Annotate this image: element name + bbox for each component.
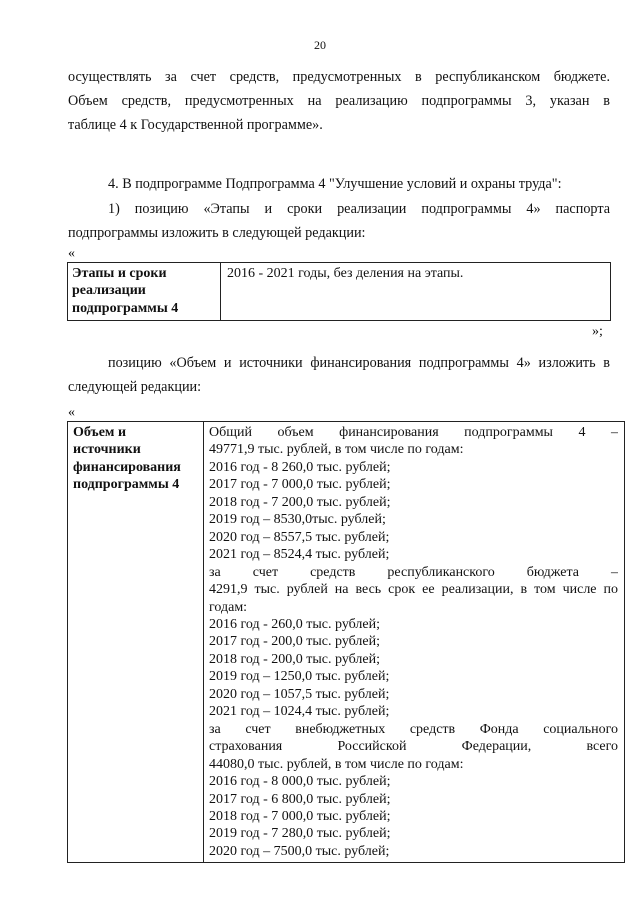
financing-line: 4291,9 тыс. рублей на весь срок ее реализации, в том числе по (209, 582, 618, 598)
financing-line-year: 2020 год – 1057,5 тыс. рублей; (209, 686, 390, 702)
stages-value-cell (221, 263, 611, 321)
financing-value-cell (204, 422, 625, 863)
financing-line-year: 2016 год - 260,0 тыс. рублей; (209, 616, 381, 632)
stages-label-line: реализации (72, 283, 146, 299)
stages-row (68, 263, 611, 321)
stages-table (67, 262, 611, 321)
financing-line-year: 2017 год - 6 800,0 тыс. рублей; (209, 791, 391, 807)
financing-label-line: источники (73, 442, 141, 458)
financing-line-year: 2020 год – 8557,5 тыс. рублей; (209, 529, 390, 545)
financing-line-year: 2019 год – 1250,0 тыс. рублей; (209, 669, 390, 685)
financing-line-year: 2019 год - 7 280,0 тыс. рублей; (209, 826, 391, 842)
financing-line-year: 2018 год - 200,0 тыс. рублей; (209, 651, 381, 667)
financing-table (67, 421, 625, 863)
item1-line-1: 1) позицию «Этапы и сроки реализации подпрограммы 4» паспорта (108, 201, 610, 217)
open-quote-1: « (68, 246, 75, 261)
page-number: 20 (314, 38, 326, 52)
financing-line-year: 2016 год - 8 260,0 тыс. рублей; (209, 459, 391, 475)
financing-line: годам: (209, 599, 248, 615)
financing-label-line: Объем и (73, 425, 127, 440)
para2-line-1: позицию «Объем и источники финансирования подпрограммы 4» изложить в (108, 355, 610, 371)
financing-label-line: подпрограммы 4 (73, 477, 180, 493)
financing-line-year: 2021 год – 8524,4 тыс. рублей; (209, 547, 390, 563)
financing-line-year: 2017 год - 200,0 тыс. рублей; (209, 634, 381, 650)
intro-line-1: осуществлять за счет средств, предусмотренных в республиканском бюджете. (68, 69, 610, 85)
stages-label-line: Этапы и сроки (72, 266, 167, 281)
financing-line-year: 2016 год - 8 000,0 тыс. рублей; (209, 774, 391, 790)
financing-line-year: 2018 год - 7 200,0 тыс. рублей; (209, 494, 391, 510)
para2-line-2: следующей редакции: (68, 379, 202, 395)
financing-line: 44080,0 тыс. рублей, в том числе по годам: (209, 756, 464, 772)
financing-row (68, 422, 625, 863)
financing-line-total: Общий объем финансирования подпрограммы 4 – (209, 425, 618, 440)
financing-line: 49771,9 тыс. рублей, в том числе по годам: (209, 442, 464, 458)
financing-line-year: 2021 год – 1024,4 тыс. рублей; (209, 704, 390, 720)
section-heading: 4. В подпрограмме Подпрограмма 4 "Улучшение условий и охраны труда": (108, 176, 562, 192)
close-quote-1: »; (592, 324, 603, 339)
financing-line-year: 2017 год - 7 000,0 тыс. рублей; (209, 477, 391, 493)
financing-line-year: 2018 год - 7 000,0 тыс. рублей; (209, 808, 391, 824)
financing-label-line: финансирования (73, 459, 181, 475)
stages-label-line: подпрограммы 4 (72, 300, 179, 316)
financing-line: страхования Российской Федерации, всего (209, 739, 618, 755)
open-quote-2: « (68, 405, 75, 420)
item1-line-2: подпрограммы изложить в следующей редакции: (68, 225, 366, 241)
financing-line-year: 2020 год – 7500,0 тыс. рублей; (209, 843, 390, 859)
financing-line-year: 2019 год – 8530,0тыс. рублей; (209, 512, 386, 528)
financing-line-republic: за счет средств республиканского бюджета – (209, 564, 618, 580)
stages-label-cell (68, 263, 221, 321)
stages-value: 2016 - 2021 годы, без деления на этапы. (227, 266, 464, 281)
intro-line-2: Объем средств, предусмотренных на реализацию подпрограммы 3, указан в (68, 93, 610, 109)
intro-line-3: таблице 4 к Государственной программе». (68, 117, 323, 133)
financing-line-offbudget: за счет внебюджетных средств Фонда социального (209, 721, 618, 737)
financing-label-cell (68, 422, 204, 863)
